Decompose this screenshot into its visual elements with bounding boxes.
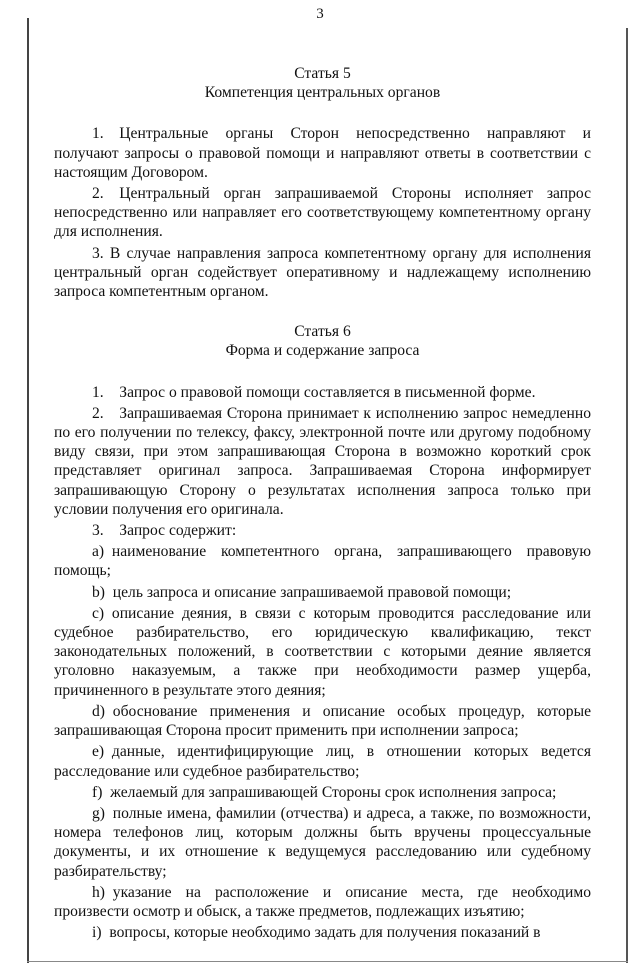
article-6-subtitle: Форма и содержание запроса — [225, 342, 420, 360]
list-item-g: g) полные имена, фамилии (отчества) и адреса, а также, по возможности, номера телефонов лиц, которым должны быть вручены процессуальные документы, и их отношение к ведущемуся расследованию или судебному разбирательству; — [54, 804, 591, 880]
article-5 — [54, 64, 591, 301]
list-item-i: i) вопросы, которые необходимо задать для получения показаний в — [92, 924, 541, 942]
list-item-d: d) обоснование применения и описание особых процедур, которые запрашивающая Сторона просит применить при исполнении запроса; — [54, 702, 591, 740]
article-6-paragraph-3: 3. Запрос содержит: — [92, 522, 237, 540]
article-6 — [54, 322, 591, 942]
page-border-left — [27, 18, 29, 963]
list-item-a: a) наименование компетентного органа, запрашивающего правовую помощь; — [54, 543, 591, 580]
page-border-right — [626, 28, 628, 963]
list-item-c: c) описание деяния, в связи с которым проводится расследование или судебное разбирательство, его юридическую квалификацию, текст законодательных положений, в соответствии с которыми деяние является уголовно наказуемым, а также при необходимости размер ущерба, причиненного в результате этого деяния; — [54, 604, 591, 699]
list-item-h: h) указание на расположение и описание места, где необходимо произвести осмотр и обыск, а также предметов, подлежащих изъятию; — [54, 883, 591, 920]
document-body — [54, 64, 591, 944]
article-5-paragraph-1: 1. Центральные органы Сторон непосредственно направляют и получают запросы о правовой помощи и направляют ответы в соответствии с настоящим Договором. — [54, 125, 591, 181]
article-5-paragraph-2: 2. Центральный орган запрашиваемой Стороны исполняет запрос непосредственно или направляет его соответствующему компетентному органу для исполнения. — [54, 185, 591, 241]
page-number: 3 — [316, 6, 324, 22]
article-5-title: Статья 5 — [294, 65, 351, 82]
article-6-paragraph-2: 2. Запрашиваемая Сторона принимает к исполнению запрос немедленно по его получении по телексу, факсу, электронной почте или другому подобному виду связи, при этом запрашивающая Сторона в возможно короткий срок представляет оригинал запроса. Запрашиваемая Сторона информирует запрашивающую Сторону о результатах исполнения запроса только при условии получения его оригинала. — [54, 404, 591, 518]
list-item-e: e) данные, идентифицирующие лиц, в отношении которых ведется расследование или судебное разбирательство; — [54, 743, 591, 780]
article-5-subtitle: Компетенция центральных органов — [204, 84, 441, 102]
list-item-f: f) желаемый для запрашивающей Стороны срок исполнения запроса; — [92, 783, 557, 801]
article-5-paragraph-3: 3. В случае направления запроса компетентному органу для исполнения центральный орган содействует оперативному и надлежащему исполнению запроса компетентным органом. — [54, 244, 591, 301]
page-border-bottom — [27, 961, 628, 962]
list-item-b: b) цель запроса и описание запрашиваемой правовой помощи; — [92, 583, 512, 601]
article-6-paragraph-1: 1. Запрос о правовой помощи составляется в письменной форме. — [92, 383, 536, 401]
article-6-title: Статья 6 — [294, 323, 351, 341]
